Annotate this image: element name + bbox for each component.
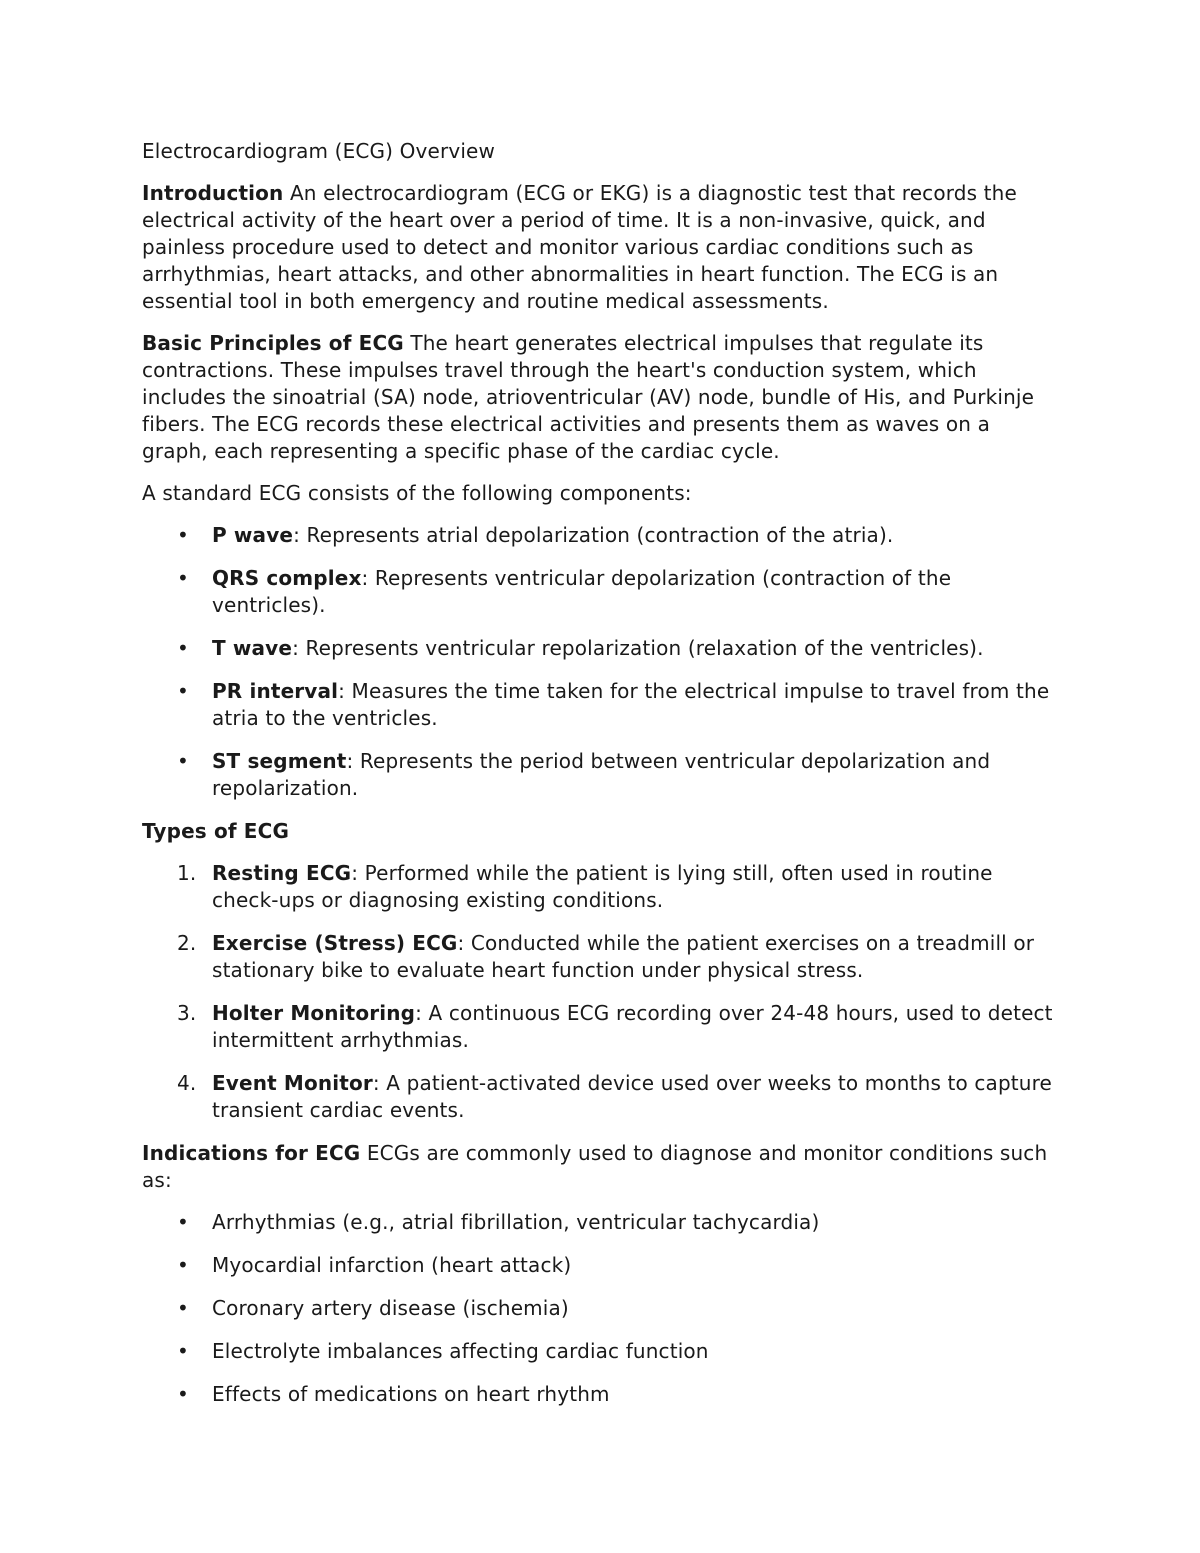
component-term: P wave: [212, 523, 294, 547]
list-item: [177, 930, 1058, 984]
bullet-icon: •: [177, 679, 189, 703]
indication-text: Arrhythmias (e.g., atrial fibrillation, ventricular tachycardia): [212, 1210, 820, 1234]
list-item: [177, 1000, 1058, 1054]
type-desc: : A patient-activated device used over weeks to months to capture transient cardiac events.: [212, 1071, 1053, 1122]
list-item: [177, 565, 1058, 619]
document-page: [142, 138, 1058, 1424]
indication-text: Effects of medications on heart rhythm: [212, 1382, 610, 1406]
indications-list: [142, 1209, 1058, 1408]
indication-text: Coronary artery disease (ischemia): [212, 1296, 569, 1320]
list-item: [177, 522, 1058, 549]
components-list: [142, 522, 1058, 802]
component-desc: : Represents ventricular repolarization (relaxation of the ventricles).: [292, 636, 984, 660]
component-term: ST segment: [212, 749, 347, 773]
type-term: Resting ECG: [212, 861, 352, 885]
types-heading-paragraph: [142, 818, 1058, 845]
principles-text: The heart generates electrical impulses that regulate its contractions. These impulses travel through the heart's conduction system, which includes the sinoatrial (SA) node, atrioventricular (AV) node, bundle of His, and Purkinje fibers. The ECG records these electrical activities and presents them as waves on a graph, each representing a specific phase of the cardiac cycle.: [142, 331, 1035, 463]
list-number: 4.: [177, 1071, 197, 1095]
bullet-icon: •: [177, 1296, 189, 1320]
component-desc: : Measures the time taken for the electrical impulse to travel from the atria to the ventricles.: [212, 679, 1050, 730]
bullet-icon: •: [177, 1382, 189, 1406]
bullet-icon: •: [177, 749, 189, 773]
list-item: [177, 635, 1058, 662]
type-term: Event Monitor: [212, 1071, 373, 1095]
list-item: [177, 678, 1058, 732]
indication-text: Electrolyte imbalances affecting cardiac function: [212, 1339, 709, 1363]
indications-paragraph: [142, 1140, 1058, 1194]
type-term: Holter Monitoring: [212, 1001, 416, 1025]
bullet-icon: •: [177, 1339, 189, 1363]
bullet-icon: •: [177, 1253, 189, 1277]
bullet-icon: •: [177, 523, 189, 547]
list-item: [177, 748, 1058, 802]
intro-heading: Introduction: [142, 181, 284, 205]
components-intro: A standard ECG consists of the following components:: [142, 481, 692, 505]
list-number: 1.: [177, 861, 197, 885]
list-item: [177, 1295, 1058, 1322]
document-title: Electrocardiogram (ECG) Overview: [142, 139, 496, 163]
list-number: 2.: [177, 931, 197, 955]
type-desc: : A continuous ECG recording over 24-48 hours, used to detect intermittent arrhythmias.: [212, 1001, 1053, 1052]
list-number: 3.: [177, 1001, 197, 1025]
bullet-icon: •: [177, 566, 189, 590]
bullet-icon: •: [177, 1210, 189, 1234]
list-item: [177, 860, 1058, 914]
component-term: PR interval: [212, 679, 339, 703]
bullet-icon: •: [177, 636, 189, 660]
list-item: [177, 1381, 1058, 1408]
type-term: Exercise (Stress) ECG: [212, 931, 458, 955]
list-item: [177, 1338, 1058, 1365]
indications-heading: Indications for ECG: [142, 1141, 361, 1165]
component-term: T wave: [212, 636, 293, 660]
indication-text: Myocardial infarction (heart attack): [212, 1253, 572, 1277]
intro-paragraph: [142, 180, 1058, 315]
indications-text: ECGs are commonly used to diagnose and monitor conditions such as:: [142, 1141, 1048, 1192]
component-desc: : Represents atrial depolarization (contraction of the atria).: [293, 523, 894, 547]
component-desc: : Represents ventricular depolarization (contraction of the ventricles).: [212, 566, 952, 617]
component-term: QRS complex: [212, 566, 362, 590]
component-desc: : Represents the period between ventricular depolarization and repolarization.: [212, 749, 991, 800]
principles-paragraph: [142, 330, 1058, 465]
types-list: [142, 860, 1058, 1124]
list-item: [177, 1209, 1058, 1236]
list-item: [177, 1070, 1058, 1124]
intro-text: An electrocardiogram (ECG or EKG) is a diagnostic test that records the electrical activity of the heart over a period of time. It is a non-invasive, quick, and painless procedure used to detect and monitor various cardiac conditions such as arrhythmias, heart attacks, and other abnormalities in heart function. The ECG is an essential tool in both emergency and routine medical assessments.: [142, 181, 1017, 313]
principles-heading: Basic Principles of ECG: [142, 331, 404, 355]
list-item: [177, 1252, 1058, 1279]
type-desc: : Conducted while the patient exercises on a treadmill or stationary bike to evaluate heart function under physical stress.: [212, 931, 1035, 982]
type-desc: : Performed while the patient is lying still, often used in routine check-ups or diagnosing existing conditions.: [212, 861, 993, 912]
types-heading: Types of ECG: [142, 819, 290, 843]
